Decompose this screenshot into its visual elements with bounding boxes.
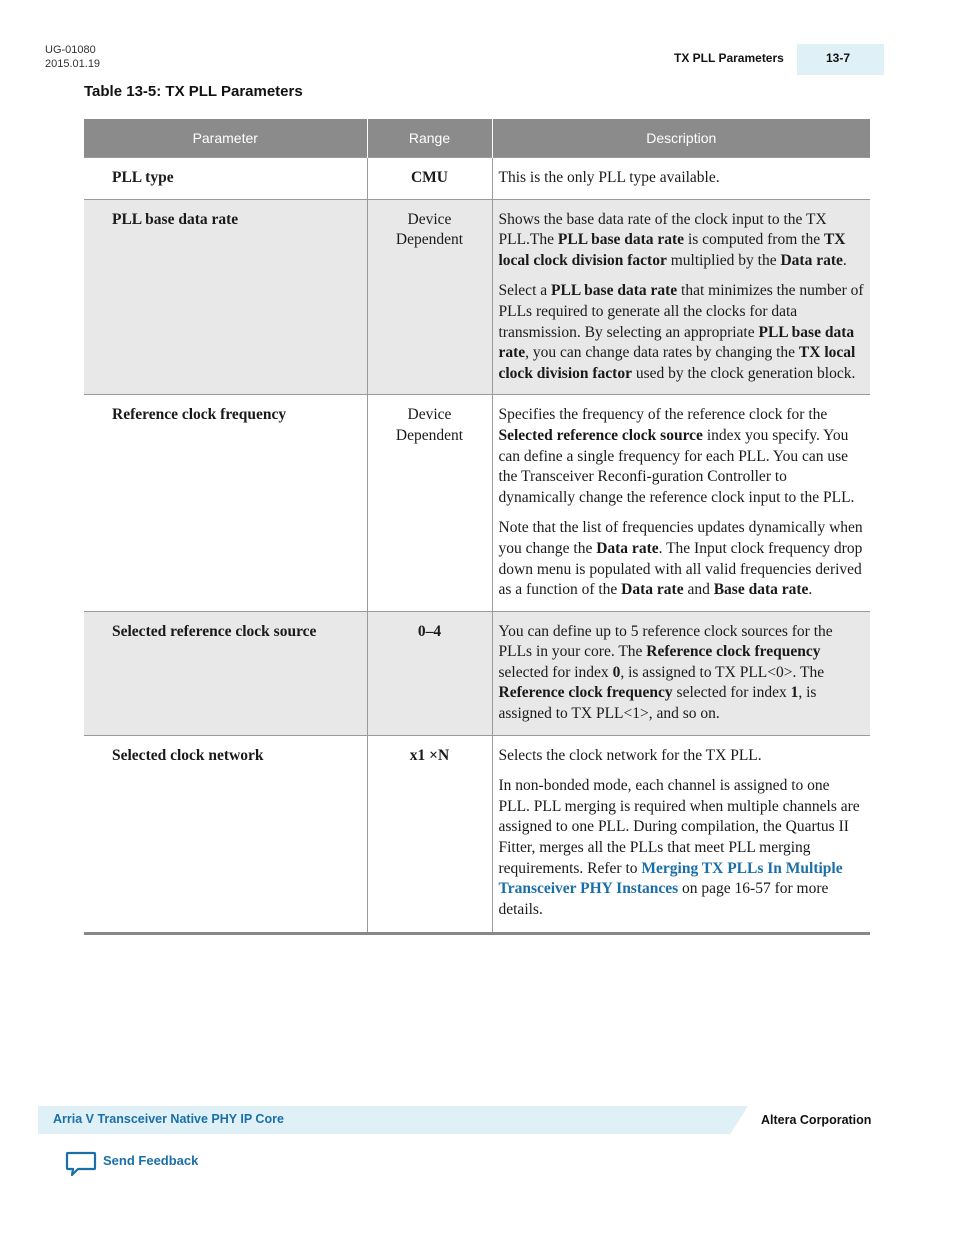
range-cell: Device Dependent (367, 395, 492, 611)
description-text: You can define up to 5 reference clock sources for the PLLs in your core. The Reference clock frequency selected for index 0, is assigned to TX PLL<0>. The Reference clock frequency selected for index 1, is assigned to TX PLL<1>, and so on. (498, 622, 833, 723)
range-cell: x1 ×N (367, 735, 492, 934)
description-text: Selects the clock network for the TX PLL. (498, 746, 762, 764)
table-header-row (84, 119, 870, 158)
parameter-cell: PLL type (84, 158, 367, 200)
cross-reference-link[interactable]: Merging TX PLLs In Multiple Transceiver PHY Instances (498, 859, 843, 898)
table-row (84, 158, 870, 200)
column-header-range: Range (367, 119, 492, 158)
column-header-parameter: Parameter (84, 119, 367, 158)
doc-date: 2015.01.19 (45, 58, 101, 70)
description-cell (492, 199, 870, 395)
table-row (84, 199, 870, 395)
tx-pll-parameters-table (84, 119, 870, 935)
range-cell: Device Dependent (367, 199, 492, 395)
speech-bubble-icon[interactable] (65, 1151, 97, 1177)
description-cell (492, 611, 870, 735)
parameter-cell: PLL base data rate (84, 199, 367, 395)
parameter-cell: Reference clock frequency (84, 395, 367, 611)
document-id (45, 43, 100, 71)
footer-product-link[interactable]: Arria V Transceiver Native PHY IP Core (53, 1112, 284, 1126)
range-cell: 0–4 (367, 611, 492, 735)
description-cell (492, 395, 870, 611)
parameter-cell: Selected clock network (84, 735, 367, 934)
send-feedback-link[interactable]: Send Feedback (103, 1153, 199, 1168)
column-header-description: Description (492, 119, 870, 158)
description-text: In non-bonded mode, each channel is assigned to one PLL. PLL merging is required when multiple channels are assigned to one PLL. During compilation, the Quartus II Fitter, merges all the PLLs that meet PLL merging requirements. Refer to Merging TX PLLs In Multiple Transceiver PHY Instances on page 16-57 for more details. (498, 777, 860, 918)
description-text: This is the only PLL type available. (498, 169, 720, 186)
range-cell: CMU (367, 158, 492, 200)
description-cell (492, 158, 870, 200)
page-number: 13-7 (797, 44, 884, 75)
section-title: TX PLL Parameters (674, 51, 784, 65)
doc-number: UG-01080 (45, 44, 96, 56)
table-row (84, 611, 870, 735)
description-text: Note that the list of frequencies updates dynamically when you change the Data rate. The Input clock frequency drop down menu is populated with all valid frequencies derived as a function of the Data rate and Base data rate. (498, 519, 863, 599)
description-text: Specifies the frequency of the reference clock for the Selected reference clock source index you specify. You can define a single frequency for each PLL. You can use the Transceiver Reconfi-guration Controller to dynamically change the reference clock input to the PLL. (498, 406, 855, 506)
description-text: Select a PLL base data rate that minimizes the number of PLLs required to generate all the clocks for data transmission. By selecting an appropriate PLL base data rate, you can change data rates by changing the TX local clock division factor used by the clock generation block. (498, 282, 864, 382)
parameter-cell: Selected reference clock source (84, 611, 367, 735)
table-row (84, 735, 870, 934)
table-row (84, 395, 870, 611)
description-cell (492, 735, 870, 934)
description-text: Shows the base data rate of the clock input to the TX PLL.The PLL base data rate is computed from the TX local clock division factor multiplied by the Data rate. (498, 210, 847, 269)
footer-company: Altera Corporation (761, 1113, 872, 1127)
table-caption: Table 13-5: TX PLL Parameters (84, 83, 303, 100)
